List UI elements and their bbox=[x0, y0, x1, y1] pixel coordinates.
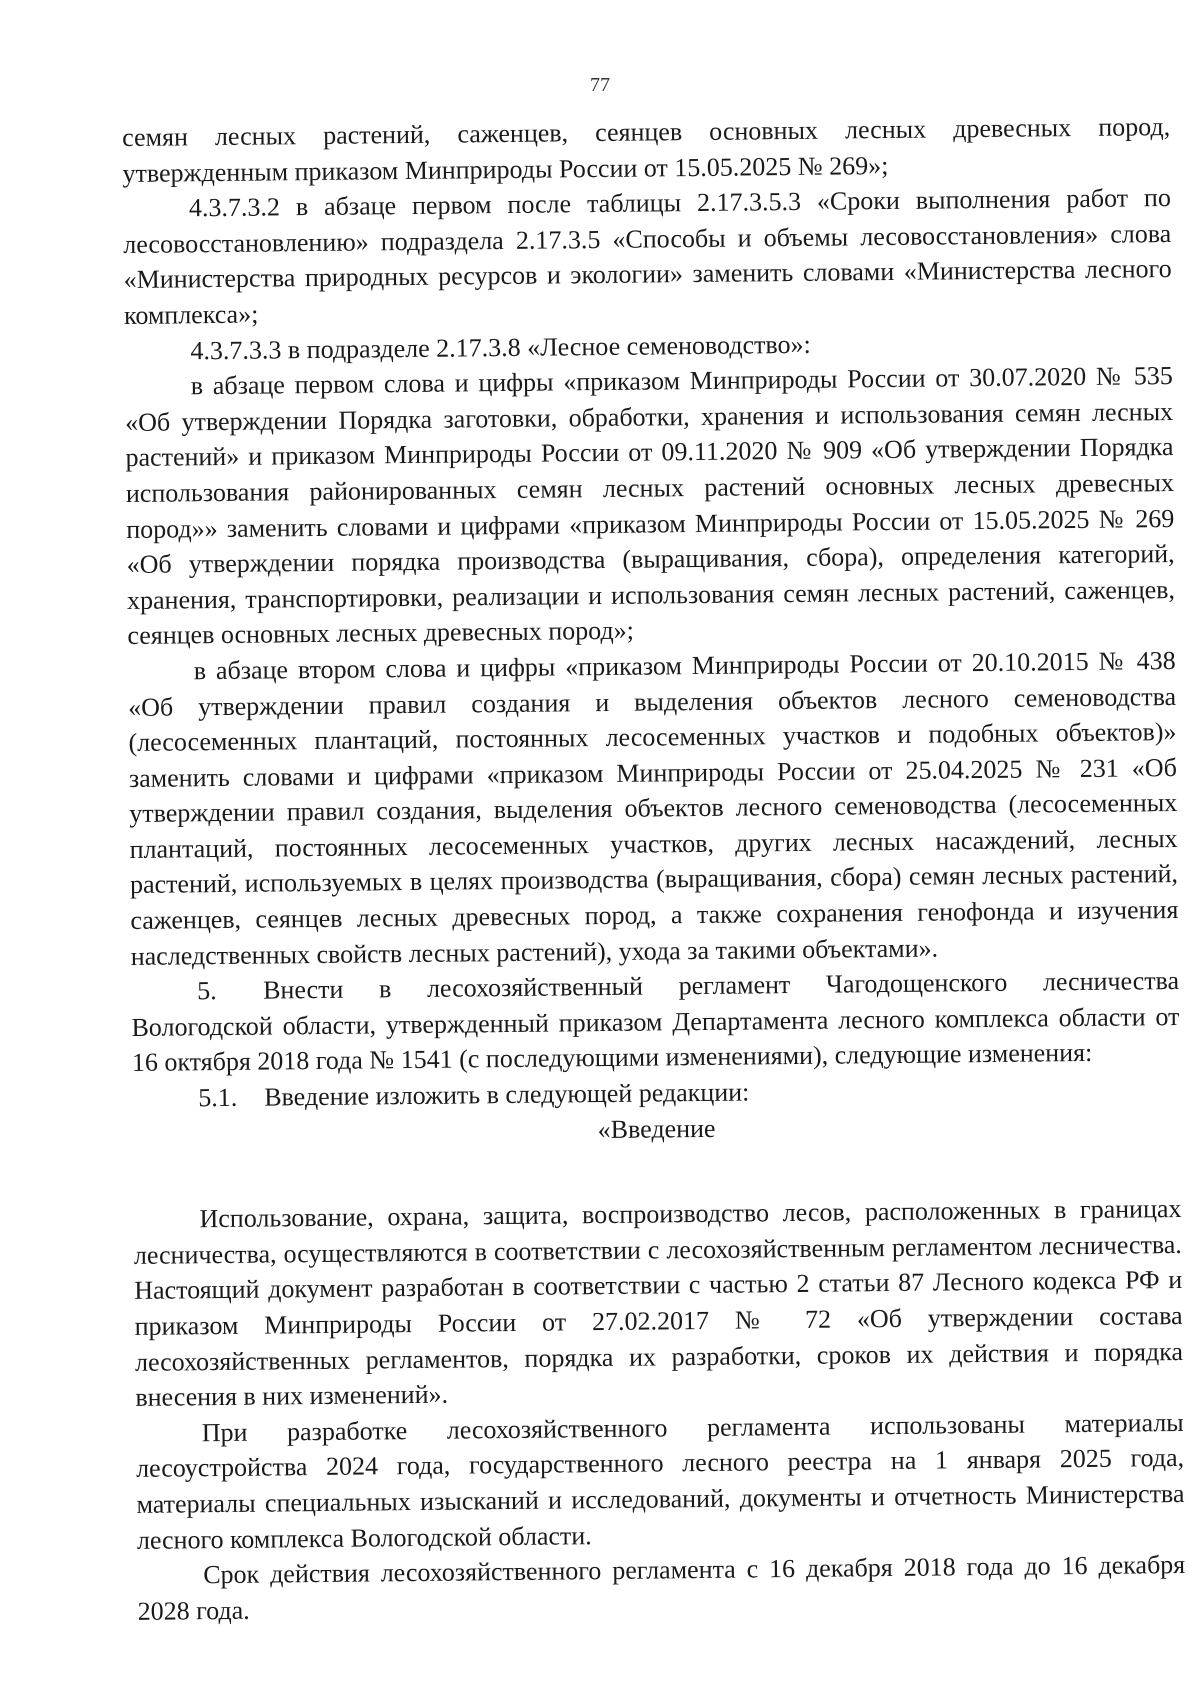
paragraph-intro-usage: Использование, охрана, защита, воспроизводство лесов, расположенных в границах лесничества, осуществляются в соответствии с лесохозяйственным регламентом лесничества. Настоящий документ разработан в соответствии с частью 2 статьи 87 Лесного кодекса РФ и приказом Минприроды России от 27.02.2017 № 72 «Об утверждении состава лесохозяйственных регламентов, порядка их разработки, сроков их действия и порядка внесения в них изменений». bbox=[133, 1194, 1184, 1413]
paragraph-intro-materials: При разработке лесохозяйственного регламента использованы материалы лесоустройства 2024 года, государственного лесного реестра на 1 января 2025 года, материалы специальных изысканий и исследований, документы и отчетность Министерства лесного комплекса Вологодской области. bbox=[135, 1407, 1185, 1555]
paragraph-item-5 bbox=[131, 963, 1180, 1081]
paragraph-4-3-7-3-3: 4.3.7.3.3 в подразделе 2.17.3.8 «Лесное семеноводство»: bbox=[190, 329, 811, 365]
paragraph-first-abzac: в абзаце первом слова и цифры «приказом Минприроды России от 30.07.2020 № 535 «Об утверждении Порядка заготовки, обработки, хранения и использования семян лесных растений» и приказом Минприроды России от 09.11.2020 № 909 «Об утверждении Порядка использования районированных семян лесных растений основных лесных древесных пород»» заменить словами и цифрами «приказом Минприроды России от 15.05.2025 № 269 «Об утверждении порядка производства (выращивания, сбора), определения категорий, хранения, транспортировки, реализации и использования семян лесных растений, саженцев, сеянцев основных лесных древесных пород»; bbox=[125, 361, 1176, 651]
paragraph-intro-term: Срок действия лесохозяйственного регламента с 16 декабря 2018 года до 16 декабря 2028 года. bbox=[137, 1550, 1186, 1626]
item-text: Внести в лесохозяйственный регламент Чагодощенского лесничества Вологодской области, утвержденный приказом Департамента лесного комплекса области от 16 октября 2018 года № 1541 (с последующими изменениями), следующие изменения: bbox=[131, 966, 1180, 1078]
item-text: Введение изложить в следующей редакции: bbox=[264, 1077, 750, 1112]
item-number: 5.1. bbox=[198, 1082, 238, 1113]
section-heading: «Введение bbox=[597, 1113, 716, 1144]
paragraph-4-3-7-3-2: 4.3.7.3.2 в абзаце первом после таблицы 2.17.3.5.3 «Сроки выполнения работ по лесовосстановлению» подраздела 2.17.3.5 «Способы и объемы лесовосстановления» слова «Министерства природных ресурсов и экологии» заменить словами «Министерства лесного комплекса»; bbox=[123, 183, 1172, 330]
paragraph-second-abzac: в абзаце втором слова и цифры «приказом Минприроды России от 20.10.2015 № 438 «Об утверждении правил создания и выделения объектов лесного семеноводства (лесосеменных плантаций, постоянных лесосеменных участков и подобных объектов)» заменить словами и цифрами «приказом Минприроды России от 25.04.2025 № 231 «Об утверждении правил создания, выделения объектов лесного семеноводства (лесосеменных плантаций, постоянных лесосеменных участков, других лесных насаждений, лесных растений, используемых в целях производства (выращивания, сбора) семян лесных растений, саженцев, сеянцев лесных древесных пород, а также сохранения генофонда и изучения наследственных свойств лесных растений), ухода за такими объектами». bbox=[127, 645, 1179, 971]
document-body bbox=[122, 109, 1186, 1629]
paragraph-continuation: семян лесных растений, саженцев, сеянцев основных лесных древесных пород, утвержденным приказом Минприроды России от 15.05.2025 № 269»; bbox=[122, 112, 1171, 188]
page-number: 77 bbox=[590, 74, 610, 96]
item-number: 5. bbox=[196, 976, 217, 1006]
